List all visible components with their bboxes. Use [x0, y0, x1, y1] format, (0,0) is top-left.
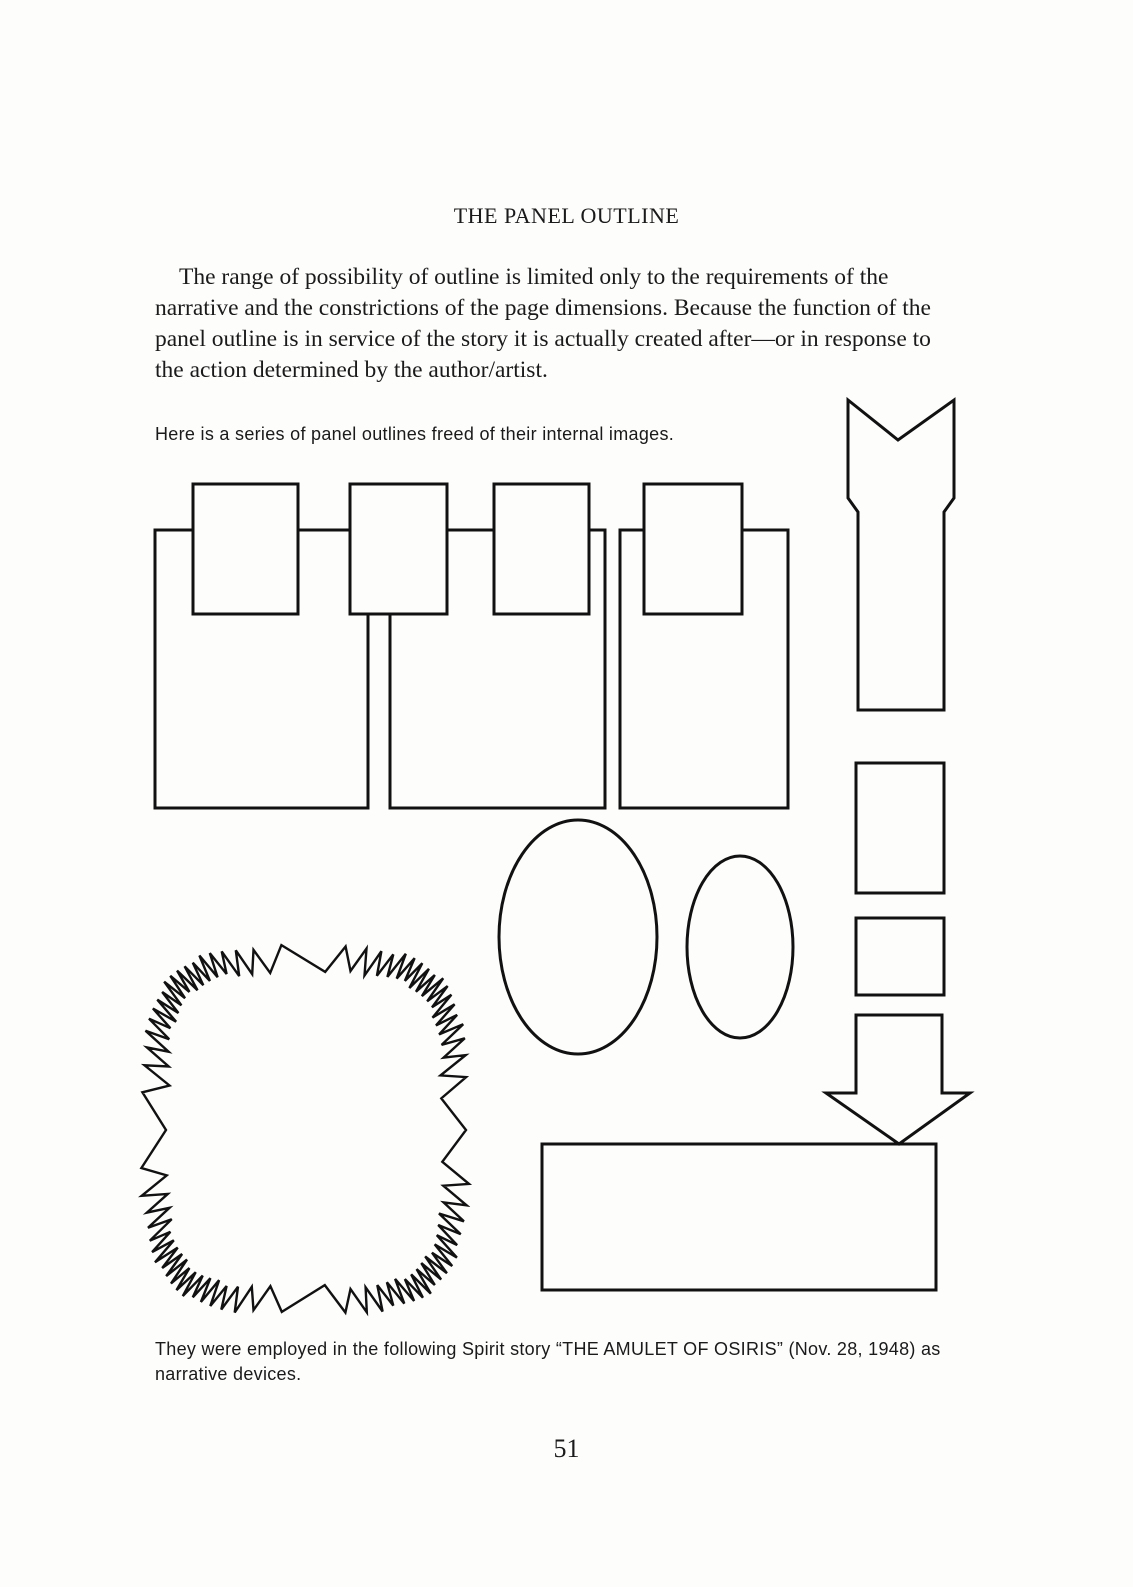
- notched-top-panel: [848, 400, 954, 710]
- page-number: 51: [553, 1434, 580, 1463]
- section-heading: THE PANEL OUTLINE: [453, 203, 680, 228]
- inset-box-4: [644, 484, 742, 614]
- intro-paragraph: The range of possibility of outline is limited only to the requirements of the narrative and the constrictions of the page dimensions. Because the function of the panel outline is in service of the story it is actually created after—or in response to the action determined by the author/artist.: [155, 264, 931, 383]
- small-panel-2: [856, 918, 944, 995]
- small-panel-1: [856, 763, 944, 893]
- burst-panel: [141, 945, 469, 1312]
- inset-box-3: [494, 484, 589, 614]
- oval-panel-small: [687, 856, 793, 1038]
- wide-panel: [542, 1144, 936, 1290]
- figure-caption-top: Here is a series of panel outlines freed of their internal images.: [155, 424, 675, 444]
- inset-box-1: [193, 484, 298, 614]
- oval-panel-large: [499, 820, 657, 1054]
- arrow-panel: [826, 1015, 970, 1144]
- inset-box-2: [350, 484, 447, 614]
- figure-caption-bottom: They were employed in the following Spirit story “THE AMULET OF OSIRIS” (Nov. 28, 1948) as narrative devices.: [155, 1339, 941, 1384]
